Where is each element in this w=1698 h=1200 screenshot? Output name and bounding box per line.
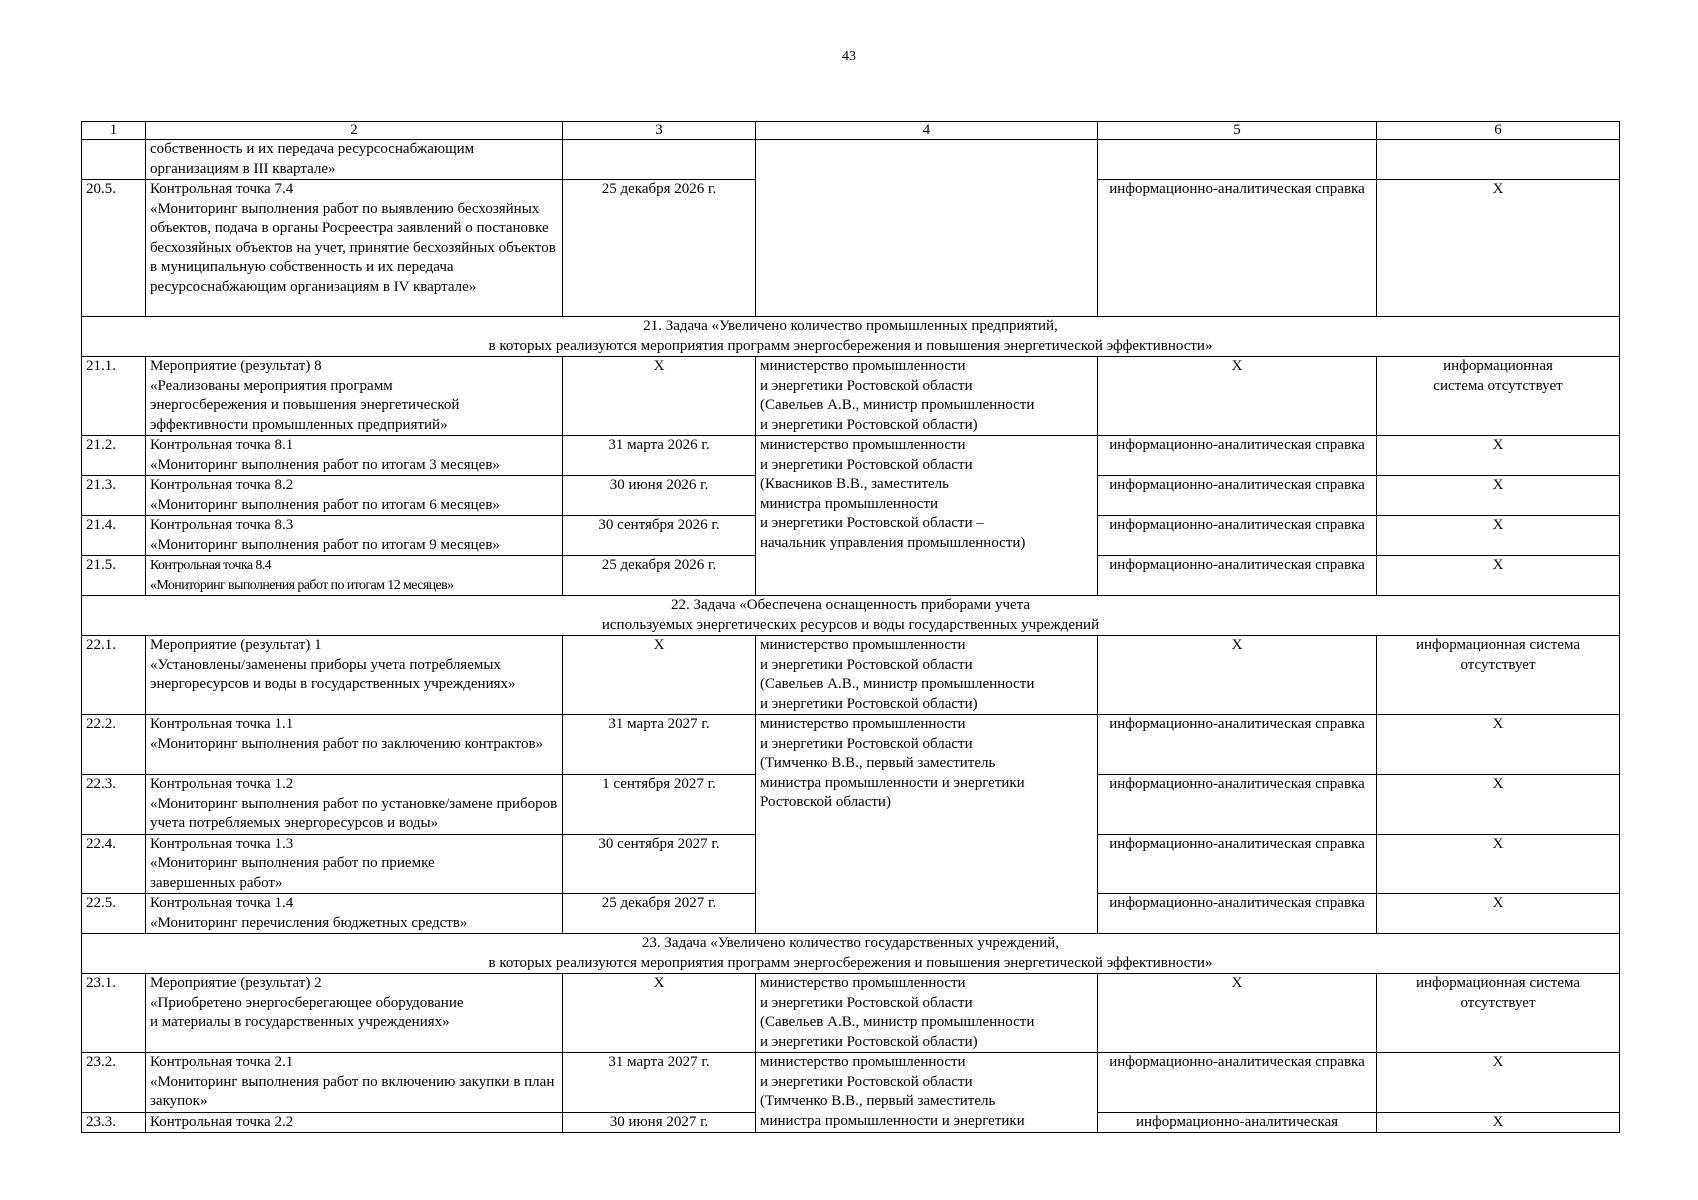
row-info-system	[1377, 140, 1620, 180]
row-number: 20.5.	[82, 180, 146, 317]
document-table	[81, 121, 1620, 1133]
row-number: 22.5.	[82, 894, 146, 934]
header-cell: 6	[1377, 122, 1620, 140]
row-document: информационно-аналитическая справка	[1098, 516, 1377, 556]
table-row	[82, 357, 1620, 436]
row-document: информационно-аналитическая справка	[1098, 556, 1377, 596]
row-responsible	[756, 140, 1098, 317]
row-responsible: министерство промышленности и энергетики Ростовской области (Тимченко В.В., первый заместитель министра промышленности и энергетики Ростовской области)	[756, 715, 1098, 934]
row-description: Контрольная точка 7.4 «Мониторинг выполнения работ по выявлению бесхозяйных объектов, подача в органы Росреестра заявлений о постановке бесхозяйных объектов на учет, принятие бесхозяйных объектов в муниципальную собственность и их передача ресурсоснабжающим организациям в IV квартале»	[146, 180, 563, 317]
row-document: информационно-аналитическая	[1098, 1112, 1377, 1133]
row-description: собственность и их передача ресурсоснабжающим организациям в III квартале»	[146, 140, 563, 180]
row-deadline: 30 июня 2026 г.	[563, 476, 756, 516]
row-deadline	[563, 140, 756, 180]
row-info-system: информационная система отсутствует	[1377, 357, 1620, 436]
header-cell: 4	[756, 122, 1098, 140]
table-row	[82, 1053, 1620, 1113]
row-number: 23.2.	[82, 1053, 146, 1113]
row-responsible: министерство промышленности и энергетики Ростовской области (Тимченко В.В., первый заместитель министра промышленности и энергетики	[756, 1053, 1098, 1133]
row-document: информационно-аналитическая справка	[1098, 715, 1377, 775]
row-info-system: X	[1377, 1053, 1620, 1113]
row-deadline: 25 декабря 2026 г.	[563, 556, 756, 596]
row-number: 23.3.	[82, 1112, 146, 1133]
row-description: Контрольная точка 8.3 «Мониторинг выполнения работ по итогам 9 месяцев»	[146, 516, 563, 556]
section-row	[82, 934, 1620, 974]
row-deadline: 30 сентября 2026 г.	[563, 516, 756, 556]
header-cell: 3	[563, 122, 756, 140]
row-info-system: X	[1377, 556, 1620, 596]
row-description: Контрольная точка 1.1 «Мониторинг выполнения работ по заключению контрактов»	[146, 715, 563, 775]
row-deadline: 31 марта 2027 г.	[563, 715, 756, 775]
row-document: X	[1098, 357, 1377, 436]
row-deadline: X	[563, 636, 756, 715]
row-deadline: 25 декабря 2026 г.	[563, 180, 756, 317]
row-deadline: 31 марта 2027 г.	[563, 1053, 756, 1113]
row-description: Контрольная точка 8.2 «Мониторинг выполнения работ по итогам 6 месяцев»	[146, 476, 563, 516]
section-heading: 22. Задача «Обеспечена оснащенность приборами учета используемых энергетических ресурсов и воды государственных учреждений	[82, 596, 1620, 636]
row-document: информационно-аналитическая справка	[1098, 180, 1377, 317]
row-document: информационно-аналитическая справка	[1098, 834, 1377, 894]
row-number: 23.1.	[82, 974, 146, 1053]
row-description: Контрольная точка 1.4 «Мониторинг перечисления бюджетных средств»	[146, 894, 563, 934]
page-number: 43	[842, 49, 856, 64]
row-number: 21.2.	[82, 436, 146, 476]
table-row	[82, 715, 1620, 775]
row-number	[82, 140, 146, 180]
row-description: Контрольная точка 8.1 «Мониторинг выполнения работ по итогам 3 месяцев»	[146, 436, 563, 476]
section-heading: 23. Задача «Увеличено количество государственных учреждений, в которых реализуются мероприятия программ энергосбережения и повышения энергетической эффективности»	[82, 934, 1620, 974]
table-row	[82, 436, 1620, 476]
row-info-system: X	[1377, 516, 1620, 556]
row-responsible: министерство промышленности и энергетики Ростовской области (Савельев А.В., министр промышленности и энергетики Ростовской области)	[756, 636, 1098, 715]
row-info-system: X	[1377, 894, 1620, 934]
row-document: информационно-аналитическая справка	[1098, 775, 1377, 835]
row-description: Мероприятие (результат) 1 «Установлены/заменены приборы учета потребляемых энергоресурсов и воды в государственных учреждениях»	[146, 636, 563, 715]
header-cell: 2	[146, 122, 563, 140]
table-row	[82, 974, 1620, 1053]
section-row	[82, 596, 1620, 636]
row-responsible: министерство промышленности и энергетики Ростовской области (Квасников В.В., заместитель министра промышленности и энергетики Ростовской области – начальник управления промышленности)	[756, 436, 1098, 596]
row-deadline: X	[563, 357, 756, 436]
row-info-system: X	[1377, 775, 1620, 835]
row-description: Контрольная точка 1.2 «Мониторинг выполнения работ по установке/замене приборов учета потребляемых энергоресурсов и воды»	[146, 775, 563, 835]
row-number: 21.3.	[82, 476, 146, 516]
row-info-system: X	[1377, 834, 1620, 894]
row-info-system: X	[1377, 476, 1620, 516]
row-deadline: 30 июня 2027 г.	[563, 1112, 756, 1133]
table-row	[82, 636, 1620, 715]
header-cell: 1	[82, 122, 146, 140]
row-number: 22.4.	[82, 834, 146, 894]
row-document	[1098, 140, 1377, 180]
table-row	[82, 140, 1620, 180]
row-deadline: X	[563, 974, 756, 1053]
row-number: 21.4.	[82, 516, 146, 556]
row-document: X	[1098, 636, 1377, 715]
section-heading: 21. Задача «Увеличено количество промышленных предприятий, в которых реализуются мероприятия программ энергосбережения и повышения энергетической эффективности»	[82, 317, 1620, 357]
row-description: Контрольная точка 8.4 «Мониторинг выполнения работ по итогам 12 месяцев»	[146, 556, 563, 596]
row-deadline: 30 сентября 2027 г.	[563, 834, 756, 894]
row-document: информационно-аналитическая справка	[1098, 894, 1377, 934]
row-description: Контрольная точка 1.3 «Мониторинг выполнения работ по приемке завершенных работ»	[146, 834, 563, 894]
row-document: X	[1098, 974, 1377, 1053]
row-number: 21.1.	[82, 357, 146, 436]
row-document: информационно-аналитическая справка	[1098, 436, 1377, 476]
row-number: 22.2.	[82, 715, 146, 775]
row-description: Контрольная точка 2.1 «Мониторинг выполнения работ по включению закупки в план закупок»	[146, 1053, 563, 1113]
row-info-system: X	[1377, 180, 1620, 317]
row-deadline: 31 марта 2026 г.	[563, 436, 756, 476]
row-info-system: информационная система отсутствует	[1377, 974, 1620, 1053]
row-number: 21.5.	[82, 556, 146, 596]
section-row	[82, 317, 1620, 357]
row-deadline: 1 сентября 2027 г.	[563, 775, 756, 835]
row-info-system: X	[1377, 1112, 1620, 1133]
row-number: 22.3.	[82, 775, 146, 835]
row-deadline: 25 декабря 2027 г.	[563, 894, 756, 934]
row-document: информационно-аналитическая справка	[1098, 1053, 1377, 1113]
row-responsible: министерство промышленности и энергетики Ростовской области (Савельев А.В., министр промышленности и энергетики Ростовской области)	[756, 357, 1098, 436]
row-document: информационно-аналитическая справка	[1098, 476, 1377, 516]
row-responsible: министерство промышленности и энергетики Ростовской области (Савельев А.В., министр промышленности и энергетики Ростовской области)	[756, 974, 1098, 1053]
row-info-system: информационная система отсутствует	[1377, 636, 1620, 715]
row-info-system: X	[1377, 715, 1620, 775]
row-number: 22.1.	[82, 636, 146, 715]
row-info-system: X	[1377, 436, 1620, 476]
header-cell: 5	[1098, 122, 1377, 140]
row-description: Мероприятие (результат) 2 «Приобретено энергосберегающее оборудование и материалы в государственных учреждениях»	[146, 974, 563, 1053]
row-description: Мероприятие (результат) 8 «Реализованы мероприятия программ энергосбережения и повышения энергетической эффективности промышленных предприятий»	[146, 357, 563, 436]
table-header-row	[82, 122, 1620, 140]
row-description: Контрольная точка 2.2	[146, 1112, 563, 1133]
